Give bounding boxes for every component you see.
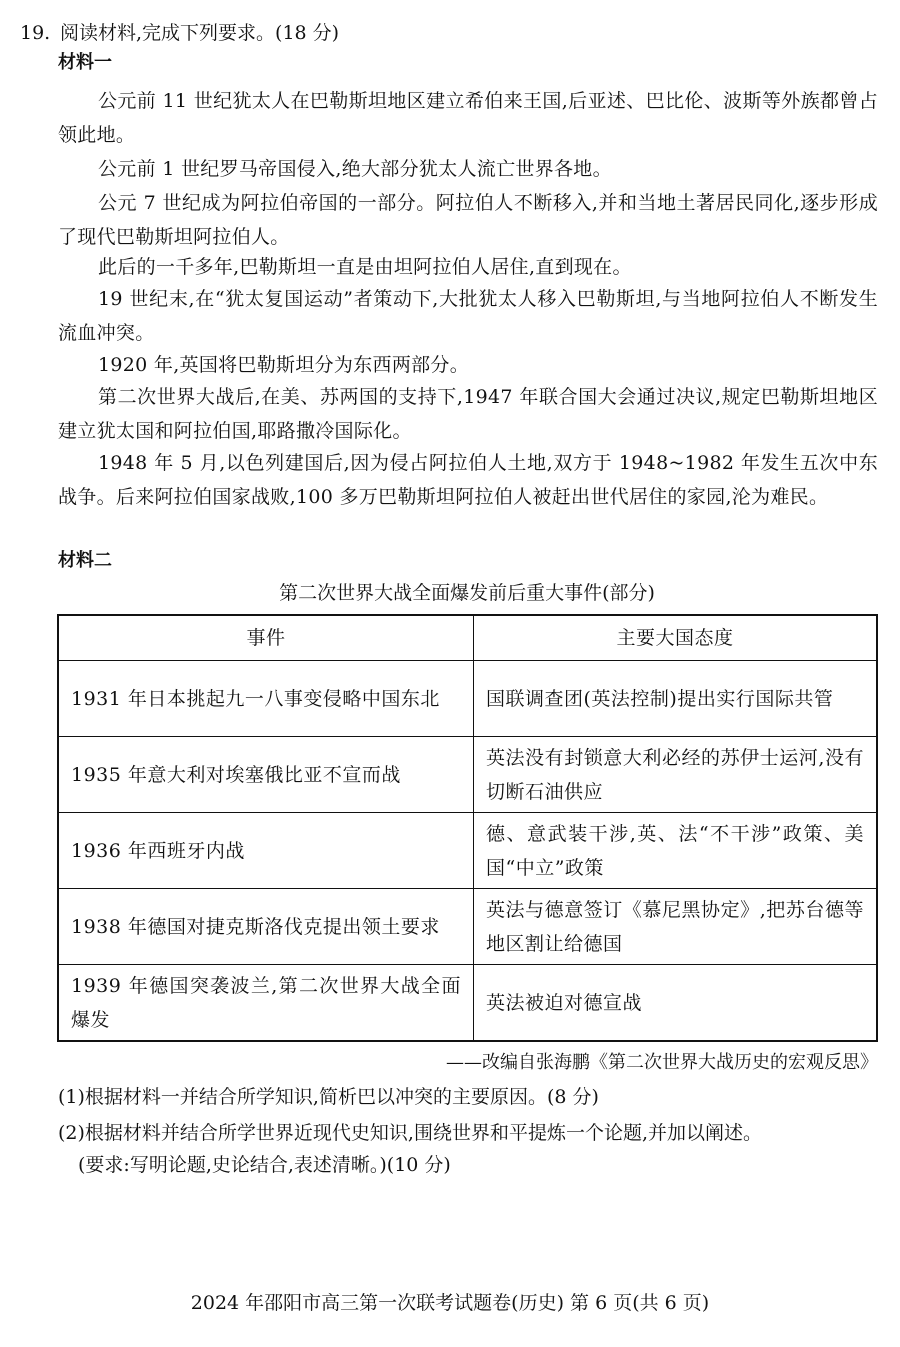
table-row bbox=[58, 889, 877, 965]
subquestion-2-requirement: (要求:写明论题,史论结合,表述清晰。)(10 分) bbox=[78, 1154, 451, 1176]
table-row bbox=[58, 965, 877, 1042]
material1-paragraph: 1948 年 5 月,以色列建国后,因为侵占阿拉伯人土地,双方于 1948~1982 年发生五次中东战争。后来阿拉伯国家战败,100 多万巴勒斯坦阿拉伯人被赶出世代居住的家园,沦为难民。 bbox=[58, 452, 878, 508]
material2-label: 材料二 bbox=[58, 550, 112, 571]
attitude-cell: 英法与德意签订《慕尼黑协定》,把苏台德等地区割让给德国 bbox=[474, 889, 878, 965]
material1-paragraph: 公元前 1 世纪罗马帝国侵入,绝大部分犹太人流亡世界各地。 bbox=[98, 158, 612, 180]
question-prompt: 阅读材料,完成下列要求。(18 分) bbox=[60, 22, 340, 44]
event-cell: 1935 年意大利对埃塞俄比亚不宣而战 bbox=[58, 737, 474, 813]
question-header bbox=[20, 18, 339, 48]
event-cell: 1931 年日本挑起九一八事变侵略中国东北 bbox=[58, 661, 474, 737]
material1-paragraph: 公元 7 世纪成为阿拉伯帝国的一部分。阿拉伯人不断移入,并和当地土著居民同化,逐步形成了现代巴勒斯坦阿拉伯人。 bbox=[58, 192, 878, 248]
attitude-cell: 德、意武装干涉,英、法“不干涉”政策、美国“中立”政策 bbox=[474, 813, 878, 889]
attitude-cell: 国联调查团(英法控制)提出实行国际共管 bbox=[474, 661, 878, 737]
table-caption: 第二次世界大战全面爆发前后重大事件(部分) bbox=[279, 582, 655, 604]
material1-paragraph: 1920 年,英国将巴勒斯坦分为东西两部分。 bbox=[98, 354, 470, 376]
material1-label: 材料一 bbox=[58, 52, 112, 73]
subquestion-1: (1)根据材料一并结合所学知识,简析巴以冲突的主要原因。(8 分) bbox=[58, 1086, 599, 1108]
table-row bbox=[58, 737, 877, 813]
material1-paragraph: 公元前 11 世纪犹太人在巴勒斯坦地区建立希伯来王国,后亚述、巴比伦、波斯等外族都曾占领此地。 bbox=[58, 90, 878, 146]
material1-paragraph: 19 世纪末,在“犹太复国运动”者策动下,大批犹太人移入巴勒斯坦,与当地阿拉伯人不断发生流血冲突。 bbox=[58, 288, 878, 344]
table-row bbox=[58, 813, 877, 889]
material1-paragraph: 第二次世界大战后,在美、苏两国的支持下,1947 年联合国大会通过决议,规定巴勒斯坦地区建立犹太国和阿拉伯国,耶路撒冷国际化。 bbox=[58, 386, 878, 442]
event-cell: 1939 年德国突袭波兰,第二次世界大战全面爆发 bbox=[58, 965, 474, 1042]
material1-paragraph: 此后的一千多年,巴勒斯坦一直是由坦阿拉伯人居住,直到现在。 bbox=[98, 256, 632, 278]
events-table bbox=[57, 614, 878, 1042]
attitude-cell: 英法被迫对德宣战 bbox=[474, 965, 878, 1042]
header-event: 事件 bbox=[58, 615, 474, 661]
question-number: 19. bbox=[20, 22, 51, 44]
table-header-row bbox=[58, 615, 877, 661]
table-source: ——改编自张海鹏《第二次世界大战历史的宏观反思》 bbox=[446, 1052, 878, 1073]
page-footer: 2024 年邵阳市高三第一次联考试题卷(历史) 第 6 页(共 6 页) bbox=[190, 1292, 710, 1314]
header-attitude: 主要大国态度 bbox=[474, 615, 878, 661]
subquestion-2: (2)根据材料并结合所学世界近现代史知识,围绕世界和平提炼一个论题,并加以阐述。 bbox=[58, 1122, 762, 1144]
event-cell: 1938 年德国对捷克斯洛伐克提出领土要求 bbox=[58, 889, 474, 965]
table-row bbox=[58, 661, 877, 737]
attitude-cell: 英法没有封锁意大利必经的苏伊士运河,没有切断石油供应 bbox=[474, 737, 878, 813]
event-cell: 1936 年西班牙内战 bbox=[58, 813, 474, 889]
